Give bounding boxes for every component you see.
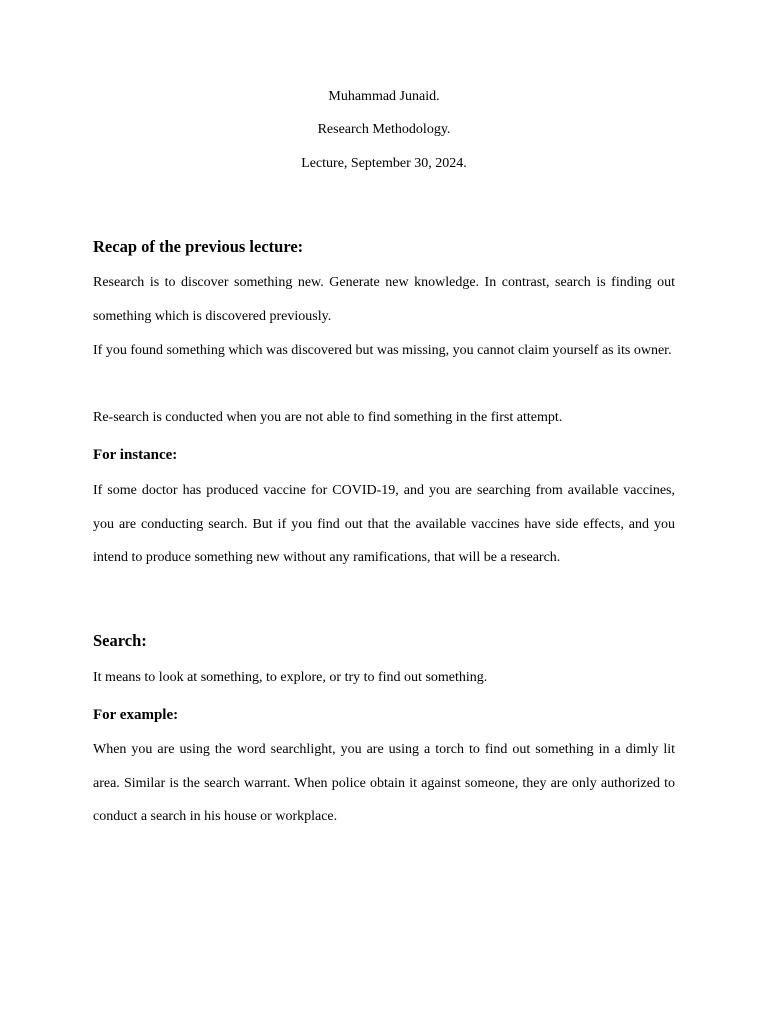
recap-paragraph-1: Research is to discover something new. Generate new knowledge. In contrast, search is finding out something which is discovered previously. (93, 275, 675, 324)
author-name: Muhammad Junaid. (328, 89, 440, 104)
course-title: Research Methodology. (317, 122, 451, 137)
example-paragraph: When you are using the word searchlight, you are using a torch to find out something in a dimly lit area. Similar is the search warrant. When police obtain it against someone, they are only authorized to conduct a search in his house or workplace. (93, 742, 675, 824)
recap-paragraph-2: If you found something which was discovered but was missing, you cannot claim yourself as its owner. (93, 343, 672, 358)
recap-paragraph-3: Re-search is conducted when you are not able to find something in the first attempt. (93, 410, 563, 425)
instance-paragraph: If some doctor has produced vaccine for COVID-19, and you are searching from available vaccines, you are conducting search. But if you find out that the available vaccines have side effects, and you intend to produce something new without any ramifications, that will be a research. (93, 483, 675, 565)
recap-heading: Recap of the previous lecture: (93, 237, 304, 256)
search-paragraph: It means to look at something, to explore, or try to find out something. (93, 670, 488, 685)
example-heading: For example: (93, 707, 179, 723)
lecture-date: Lecture, September 30, 2024. (301, 156, 467, 171)
instance-heading: For instance: (93, 447, 178, 463)
search-heading: Search: (93, 631, 147, 650)
